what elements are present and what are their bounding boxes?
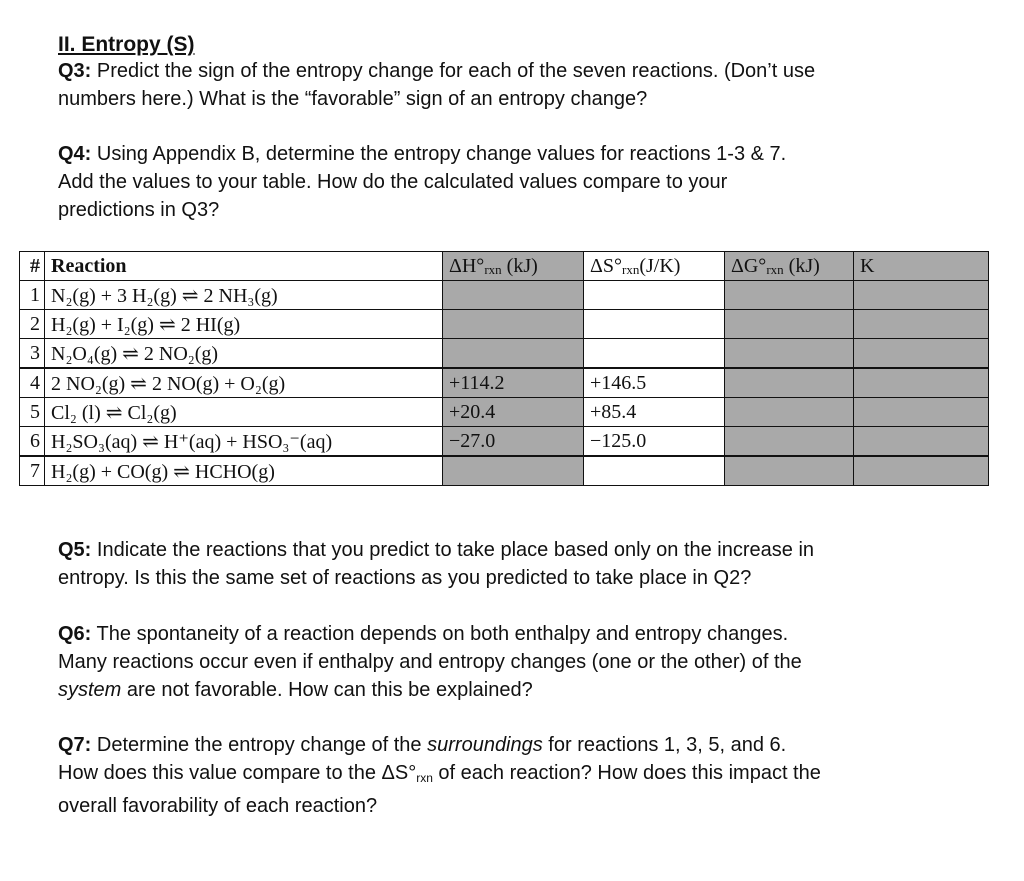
- row-reaction: 2 NO₂(g) ⇌ 2 NO(g) + O₂(g): [45, 368, 443, 398]
- cell-delta-h[interactable]: [443, 339, 584, 369]
- cell-delta-g[interactable]: [725, 398, 854, 427]
- cell-delta-g[interactable]: [725, 368, 854, 398]
- row-number: 3: [20, 339, 45, 369]
- q3-line1: Predict the sign of the entropy change for each of the seven reactions. (Don’t use: [96, 60, 816, 82]
- q4-line2: Add the values to your table. How do the calculated values compare to your: [58, 171, 728, 193]
- cell-delta-s[interactable]: +146.5: [584, 368, 725, 398]
- q7-line2-b: of each reaction? How does this impact the: [432, 762, 821, 784]
- cell-delta-g[interactable]: [725, 456, 854, 486]
- row-reaction: N₂(g) + 3 H₂(g) ⇌ 2 NH₃(g): [45, 281, 443, 310]
- cell-delta-h[interactable]: [443, 310, 584, 339]
- reactions-table: [19, 251, 989, 486]
- question-q7: [58, 731, 958, 820]
- q7-rxn-subscript: rxn: [416, 771, 433, 785]
- cell-delta-h[interactable]: +20.4: [443, 398, 584, 427]
- cell-delta-h[interactable]: −27.0: [443, 427, 584, 457]
- row-reaction: Cl₂ (l) ⇌ Cl₂(g): [45, 398, 443, 427]
- table-row: [20, 339, 989, 369]
- header-reaction: Reaction: [45, 252, 443, 281]
- q5-line2: entropy. Is this the same set of reactions as you predicted to take place in Q2?: [58, 567, 752, 589]
- cell-delta-s[interactable]: [584, 339, 725, 369]
- q5-line1: Indicate the reactions that you predict to take place based only on the increase in: [96, 539, 815, 561]
- cell-delta-s[interactable]: [584, 310, 725, 339]
- table-row: [20, 456, 989, 486]
- header-k: K: [854, 252, 989, 281]
- cell-delta-g[interactable]: [725, 281, 854, 310]
- row-reaction: H₂SO₃(aq) ⇌ H⁺(aq) + HSO₃⁻(aq): [45, 427, 443, 457]
- section-title: II. Entropy (S): [58, 33, 195, 56]
- cell-delta-h[interactable]: [443, 281, 584, 310]
- cell-delta-g[interactable]: [725, 339, 854, 369]
- row-number: 2: [20, 310, 45, 339]
- row-reaction: H₂(g) + CO(g) ⇌ HCHO(g): [45, 456, 443, 486]
- q7-line3: overall favorability of each reaction?: [58, 795, 378, 817]
- header-number: #: [20, 252, 45, 281]
- q4-label: Q4:: [58, 143, 92, 165]
- q7-line2-a: How does this value compare to the ΔS°: [58, 762, 417, 784]
- row-number: 5: [20, 398, 45, 427]
- cell-delta-s[interactable]: −125.0: [584, 427, 725, 457]
- cell-k[interactable]: [854, 456, 989, 486]
- cell-delta-s[interactable]: [584, 281, 725, 310]
- row-number: 6: [20, 427, 45, 457]
- row-reaction: H₂(g) + I₂(g) ⇌ 2 HI(g): [45, 310, 443, 339]
- cell-k[interactable]: [854, 339, 989, 369]
- q7-emphasis-surroundings: surroundings: [427, 734, 543, 756]
- q6-line3: are not favorable. How can this be explained?: [121, 679, 533, 701]
- row-number: 1: [20, 281, 45, 310]
- question-q4: [58, 140, 958, 224]
- cell-k[interactable]: [854, 310, 989, 339]
- q6-label: Q6:: [58, 623, 92, 645]
- cell-delta-g[interactable]: [725, 427, 854, 457]
- cell-k[interactable]: [854, 368, 989, 398]
- q7-label: Q7:: [58, 734, 92, 756]
- table-header-row: [20, 252, 989, 281]
- table-row: [20, 427, 989, 457]
- question-q5: [58, 536, 958, 592]
- q4-line1: Using Appendix B, determine the entropy change values for reactions 1-3 & 7.: [96, 143, 787, 165]
- header-delta-h: ΔH°rxn (kJ): [443, 252, 584, 281]
- q6-line1: The spontaneity of a reaction depends on both enthalpy and entropy changes.: [96, 623, 789, 645]
- cell-k[interactable]: [854, 398, 989, 427]
- header-delta-g: ΔG°rxn (kJ): [725, 252, 854, 281]
- cell-delta-h[interactable]: [443, 456, 584, 486]
- question-q3: [58, 57, 958, 113]
- cell-delta-h[interactable]: +114.2: [443, 368, 584, 398]
- cell-delta-s[interactable]: [584, 456, 725, 486]
- table-row: [20, 368, 989, 398]
- q3-line2: numbers here.) What is the “favorable” sign of an entropy change?: [58, 88, 648, 110]
- cell-k[interactable]: [854, 281, 989, 310]
- cell-delta-g[interactable]: [725, 310, 854, 339]
- q7-line1-a: Determine the entropy change of the: [96, 734, 428, 756]
- q6-line2: Many reactions occur even if enthalpy and entropy changes (one or the other) of the: [58, 651, 802, 673]
- cell-delta-s[interactable]: +85.4: [584, 398, 725, 427]
- header-delta-s: ΔS°rxn(J/K): [584, 252, 725, 281]
- q5-label: Q5:: [58, 539, 92, 561]
- row-number: 7: [20, 456, 45, 486]
- table-row: [20, 281, 989, 310]
- q4-line3: predictions in Q3?: [58, 199, 220, 221]
- q7-line1-b: for reactions 1, 3, 5, and 6.: [542, 734, 787, 756]
- question-q6: [58, 620, 958, 704]
- table-row: [20, 398, 989, 427]
- q3-label: Q3:: [58, 60, 92, 82]
- cell-k[interactable]: [854, 427, 989, 457]
- row-number: 4: [20, 368, 45, 398]
- q6-emphasis-system: system: [58, 679, 122, 701]
- table-row: [20, 310, 989, 339]
- row-reaction: N₂O₄(g) ⇌ 2 NO₂(g): [45, 339, 443, 369]
